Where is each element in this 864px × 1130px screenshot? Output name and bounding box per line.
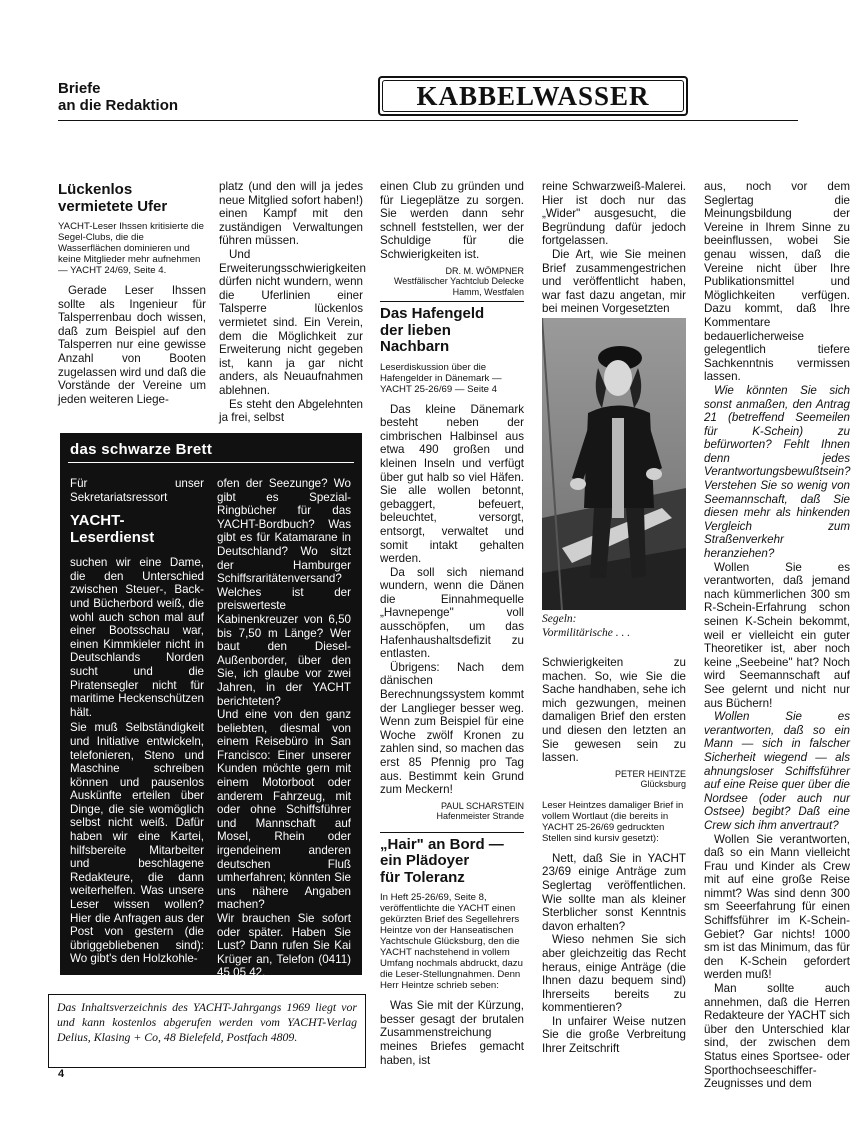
schwarzes-brett-box bbox=[60, 433, 362, 980]
article-paragraph: Wieso nehmen Sie sich aber gleichzeitig das Recht heraus, einige Anträge (die Ihnen dazu bequem sind) Ihrerseits bereits zu kommentieren? bbox=[542, 933, 686, 1015]
section-heading bbox=[58, 80, 178, 114]
brett-intro: Für unser Sekretariatsressort bbox=[70, 477, 204, 504]
article-title: „Hair" an Bord — ein Plädoyer für Toleranz bbox=[380, 835, 504, 886]
article-title: Das Hafengeld der lieben Nachbarn bbox=[380, 305, 485, 356]
brett-paragraph: ofen der Seezunge? Wo gibt es Spezial-Ringbücher für das YACHT-Bordbuch? Was gibt es für Katamarane in Deutschland? Wo sitzt der Hamburger Schiffsraritätenversand? Welches ist der preiswerteste Kabinenkreuzer von 6,50 bis 7,50 m Länge? Wer baut den Diesel-Außenborder, über den Sie, ich glaube vor zwei Jahren, in der YACHT berichteten? bbox=[217, 477, 351, 708]
header-rule bbox=[58, 120, 798, 121]
article-paragraph: Wollen Sie es verantworten, daß so ein Mann — sich in falscher Sicherheit wiegend — als ahnungsloser Schiffsführer auf eine Reise quer über die Nordsee (oder auch nur Ostsee) begibt? Daß eine Crew sich ihm anvertraut? bbox=[704, 710, 850, 832]
article-paragraph: platz (und den will ja jedes neue Mitglied sofort haben!) einen Kampf mit den zuständigen Verwaltungen führen müssen. bbox=[219, 180, 363, 248]
article-paragraph: Man sollte auch annehmen, daß die Herren Redakteure der YACHT sich über den Unterschied klar sind, der zwischen dem Status eines Sportsee- oder Sporthochseeschiffer-Zeugnisses und dem bbox=[704, 982, 850, 1091]
article-paragraph: Schwierigkeiten zu machen. So, wie Sie die Sache handhaben, sehe ich mich gezwungen, meinen damaligen Brief den ersten und diesen den letzten an Sie gewesen sein zu lassen. bbox=[542, 656, 686, 765]
article-title: Lückenlos vermietete Ufer bbox=[58, 181, 168, 215]
article-intro: YACHT-Leser Ihssen kritisierte die Segel-Clubs, die die Wasserflächen dominieren und keine Mitglieder mehr aufnehmen — YACHT 24/69, Seite 4. bbox=[58, 221, 204, 276]
article-paragraph: In unfairer Weise nutzen Sie die große Verbreitung Ihrer Zeitschrift bbox=[542, 1014, 686, 1056]
brett-paragraph: Wir brauchen Sie sofort oder später. Haben Sie Lust? Dann rufen Sie Kai Krüger an, Telefon (0411) 45 05 42. bbox=[217, 912, 351, 980]
article-paragraph: Da soll sich niemand wundern, wenn die Dänen die Einnahmequelle „Havnepenge" voll ausschöpfen, um das Hafenhaushaltsdefizit zu entlasten. bbox=[380, 565, 524, 661]
article-paragraph: Was Sie mit der Kürzung, besser gesagt der brutalen Zusammenstreichung meines Briefes gemacht haben, ist bbox=[380, 999, 524, 1067]
sailor-photo-image bbox=[542, 318, 686, 610]
brett-divider bbox=[68, 462, 354, 463]
article-paragraph: Das kleine Dänemark besteht neben der cimbrischen Halbinsel aus etwa 490 großen und kleinen Inseln und verfügt über gut halb so viel Häfen. Sie alle wollen betonnt, gebaggert, befeuert, beleuchtet, versorgt, entsorgt, verwaltet und somit intakt gehalten werden. bbox=[380, 402, 524, 566]
table-of-contents-notice: Das Inhaltsverzeichnis des YACHT-Jahrgangs 1969 liegt vor und kann kostenlos abgerufen werden vom YACHT-Verlag Delius, Klasing + Co, 48 Bielefeld, Postfach 4809. bbox=[48, 994, 366, 1068]
article-lueckenlos-col1 bbox=[58, 180, 206, 406]
article-intro: Leserdiskussion über die Hafengelder in Dänemark — YACHT 25-26/69 — Seite 4 bbox=[380, 361, 502, 395]
article-divider bbox=[380, 832, 524, 833]
column-4-top bbox=[542, 180, 686, 316]
article-paragraph: Und Erweiterungsschwierigkeiten dürfen nicht wundern, wenn die Uferlinien einer Talsperre lückenlos vermietet sind. Ein Verein, dem die Möglichkeit zur Erweiterung nicht gegeben ist, kann ja gar nicht anders, als Neuaufnahmen ablehnen. bbox=[219, 247, 366, 397]
article-paragraph: Die Art, wie Sie meinen Brief zusammengestrichen und veröffentlicht haben, war fast dazu angetan, mir bei meinen Vorgesetzten bbox=[542, 247, 686, 316]
section-heading-line1: Briefe bbox=[58, 80, 101, 97]
article-paragraph: Gerade Leser Ihssen sollte als Ingenieur für Talsperrenbau doch wissen, daß zum Beispiel auf den Talsperren nur eine gewisse Anzahl von Booten zugelassen wird und daß die Vorstände der Vereine um jeden weiteren Liege- bbox=[58, 284, 206, 406]
page-number: 4 bbox=[58, 1068, 65, 1080]
sailor-photo bbox=[542, 318, 686, 610]
photo-caption: Segeln: Vormilitärische . . . bbox=[542, 613, 631, 639]
column-5 bbox=[704, 180, 850, 1091]
article-paragraph: Wollen Sie verantworten, daß so ein Mann vielleicht Frau und Kinder als Crew mit auf eine große Reise nimmt? Was sind denn 300 sm Seeerfahrung für einen Schiffsführer im K-Schein-Gebiet? Gar nichts! 1000 sm ist das Minimum, das für den K-Schein gefordert werden muß! bbox=[704, 832, 850, 982]
article-paragraph: reine Schwarzweiß-Malerei. Hier ist doch nur das „Wider" ausgesucht, die Begründung dafür jedoch fortgelassen. bbox=[542, 180, 686, 248]
brett-paragraph: Sie muß Selbständigkeit und Initiative entwickeln, telefonieren, Steno und Maschine schreiben können und pausenlos Auskünfte erteilen über Dinge, die sie womöglich selbst nicht weiß. Dafür haben wir eine Kartei, hilfsbereite Mitarbeiter und beschlagene Redakteure, die dann weiterhelfen. Was unsere Leser wissen wollen? Hier die Anfragen aus der Post von gestern (die übriggebliebenen sind): Wo gibt's den Holzkohle- bbox=[70, 721, 204, 966]
article-paragraph: Wollen Sie es verantworten, daß jemand nach kümmerlichen 300 sm R-Schein-Erfahrung schon seinen K-Schein bekommt, weil er vielleicht ein guter Theoretiker ist, aber noch keine „Seebeine" hat? Noch wird Seemannschaft auf See gelernt und nicht nur aus Büchern! bbox=[704, 560, 850, 710]
article-paragraph: einen Club zu gründen und für Liegeplätze zu sorgen. Sie werden dann sehr schnell feststellen, wer der Schuldige für die Schwierigkeiten ist. bbox=[380, 180, 524, 261]
signature: PETER HEINTZE Glücksburg bbox=[614, 768, 686, 790]
kabbelwasser-logo bbox=[378, 76, 688, 116]
brett-col1 bbox=[70, 477, 204, 966]
article-paragraph: Wie könnten Sie sich sonst anmaßen, den Antrag 21 (betreffend Seemeilen für K-Schein) zu befürworten? Fehlt Ihnen denn jedes Verantwortungsbewußtsein? Verstehen Sie so wenig von Seemannschaft, daß Sie diesen mehr als hinkenden Vergleich zum Straßenverkehr heranziehen? bbox=[704, 383, 851, 561]
section-heading-line2: an die Redaktion bbox=[58, 97, 179, 114]
brett-col2 bbox=[217, 477, 351, 980]
signature: PAUL SCHARSTEIN Hafenmeister Strande bbox=[436, 800, 524, 822]
article-paragraph: Nett, daß Sie in YACHT 23/69 einige Anträge zum Seglertag veröffentlichen. Wie sollte man als kleiner Sterblicher sonst Kenntnis davon erhalten? bbox=[542, 851, 686, 933]
brett-paragraph: Und eine von den ganz beliebten, diesmal von einem Reisebüro in San Francisco: Einer unserer Kunden möchte gern mit einem Motorboot oder anderem Fahrzeug, mit oder ohne Schiffsführer und Mannschaft auf Mosel, Rhein oder irgendeinem anderen deutschen Fluß umherfahren; könnten Sie uns nähere Angaben machen? bbox=[217, 708, 351, 912]
brett-title: das schwarze Brett bbox=[70, 441, 213, 458]
article-lueckenlos-col2 bbox=[219, 180, 366, 425]
column-3 bbox=[380, 180, 524, 1067]
column-4-bottom bbox=[542, 656, 686, 1056]
logo-text: KABBELWASSER bbox=[382, 80, 684, 112]
article-divider bbox=[380, 301, 524, 302]
article-intro: In Heft 25-26/69, Seite 8, veröffentlichte die YACHT einen gekürzten Brief des Segellehrers Heintze von der Hanseatischen Yachtschule Glücksburg, den die YACHT nachstehend in vollem Umfang nochmals abdruckt, dazu die Leser-Stellungnahmen. Denn Herr Heintze schrieb seben: bbox=[380, 892, 523, 992]
brett-paragraph: suchen wir eine Dame, die den Unterschied zwischen Steuer-, Back- und Bücherbord weiß, die wohl auch schon mal auf einer Bootsschau war, einen Kimmkieler nicht in Deutschlands Norden sucht und die Piratensegler nicht für maritime Heckenschützen hält. bbox=[70, 556, 204, 719]
article-paragraph: Übrigens: Nach dem dänischen Berechnungssystem kommt der Langlieger besser weg. Wenn zum Beispiel für eine Woche zwölf Kronen zu zahlen sind, so machen das erst 85 Pfennig pro Tag aus. Bestimmt kein Grund zum Meckern! bbox=[380, 660, 524, 797]
reply-intro: Leser Heintzes damaliger Brief in vollem Wortlaut (die bereits in YACHT 25-26/69 gedruckten Stellen sind kursiv gesetzt): bbox=[542, 799, 684, 844]
signature: DR. M. WÖMPNER Westfälischer Yachtclub Delecke Hamm, Westfalen bbox=[393, 265, 524, 297]
article-paragraph: Es steht den Abgelehnten ja frei, selbst bbox=[219, 397, 363, 425]
article-paragraph: aus, noch vor dem Seglertag die Meinungsbildung der Vereine in Ihrem Sinne zu beeinflussen, wobei Sie genau wissen, daß die Vereine nicht über Ihre Publikationsmittel und Möglichkeiten verfügen. Dazu kommt, daß Ihre Kommentare bedauerlicherweise gelegentlich tiefere Sachkenntnis vermissen lassen. bbox=[704, 180, 850, 384]
brett-heading: YACHT- Leserdienst bbox=[70, 512, 155, 547]
